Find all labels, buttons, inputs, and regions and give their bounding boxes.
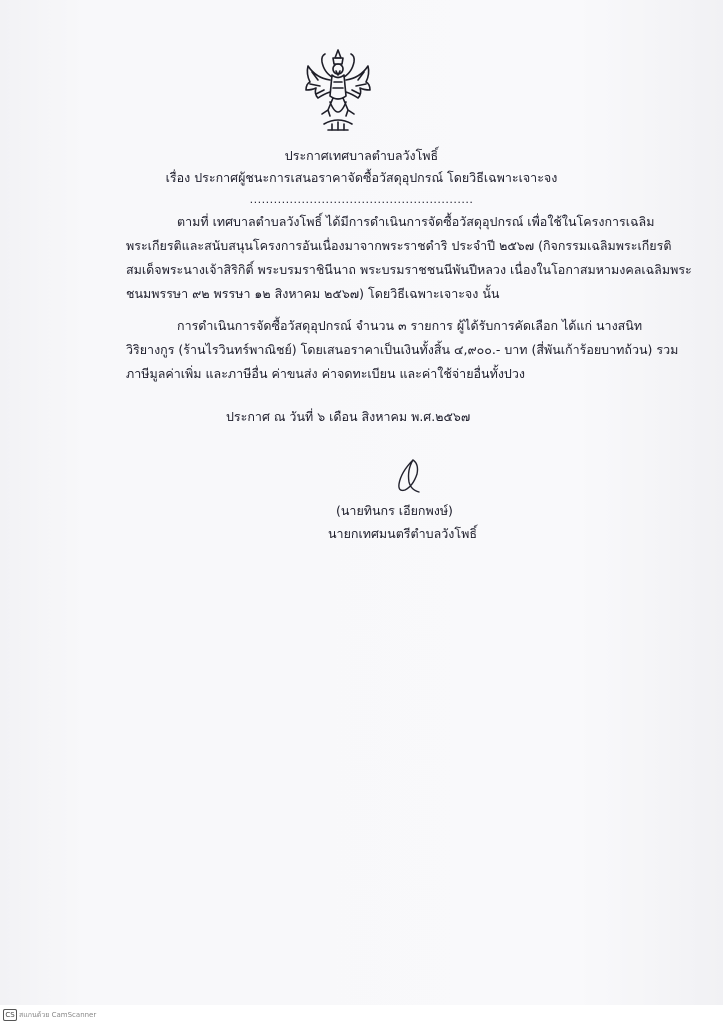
paragraph-1-line: ตามที่ เทศบาลตำบลวังโพธิ์ ได้มีการดำเนินการจัดซื้อวัสดุอุปกรณ์ เพื่อใช้ในโครงการเฉลิม bbox=[177, 214, 655, 229]
signature-mark bbox=[393, 456, 427, 496]
camscanner-logo: CS bbox=[3, 1009, 17, 1021]
signatory-name: (นายทินกร เอียกพงษ์) bbox=[336, 503, 453, 518]
header-separator: ........................................................ bbox=[249, 193, 474, 206]
announcement-date: ประกาศ ณ วันที่ ๖ เดือน สิงหาคม พ.ศ.๒๕๖๗ bbox=[226, 409, 471, 424]
announcement-org: ประกาศเทศบาลตำบลวังโพธิ์ bbox=[284, 148, 439, 163]
paragraph-1-line: สมเด็จพระนางเจ้าสิริกิติ์ พระบรมราชินีนาถ พระบรมราชชนนีพันปีหลวง เนื่องในโอกาสมหามงคลเฉลิมพระ bbox=[126, 262, 692, 277]
garuda-emblem-icon bbox=[300, 44, 376, 136]
paragraph-2-line: วิริยางกูร (ร้านไรวินทร์พาณิชย์) โดยเสนอราคาเป็นเงินทั้งสิ้น ๔,๙๐๐.- บาท (สี่พันเก้าร้อยบาทถ้วน) รวม bbox=[126, 342, 679, 357]
signatory-title: นายกเทศมนตรีตำบลวังโพธิ์ bbox=[328, 526, 477, 541]
paragraph-2-line: การดำเนินการจัดซื้อวัสดุอุปกรณ์ จำนวน ๓ รายการ ผู้ได้รับการคัดเลือก ได้แก่ นางสนิท bbox=[177, 318, 643, 333]
camscanner-text: สแกนด้วย CamScanner bbox=[19, 1011, 97, 1019]
announcement-subject: เรื่อง ประกาศผู้ชนะการเสนอราคาจัดซื้อวัสดุอุปกรณ์ โดยวิธีเฉพาะเจาะจง bbox=[165, 170, 558, 185]
paragraph-1-line: พระเกียรติและสนับสนุนโครงการอันเนื่องมาจากพระราชดำริ ประจำปี ๒๕๖๗ (กิจกรรมเฉลิมพระเกียรติ bbox=[126, 238, 672, 253]
paragraph-2-line: ภาษีมูลค่าเพิ่ม และภาษีอื่น ค่าขนส่ง ค่าจดทะเบียน และค่าใช้จ่ายอื่นทั้งปวง bbox=[126, 366, 525, 381]
paragraph-1-line: ชนมพรรษา ๙๒ พรรษา ๑๒ สิงหาคม ๒๕๖๗) โดยวิธีเฉพาะเจาะจง นั้น bbox=[126, 286, 500, 301]
scanner-footer bbox=[0, 1005, 723, 1024]
